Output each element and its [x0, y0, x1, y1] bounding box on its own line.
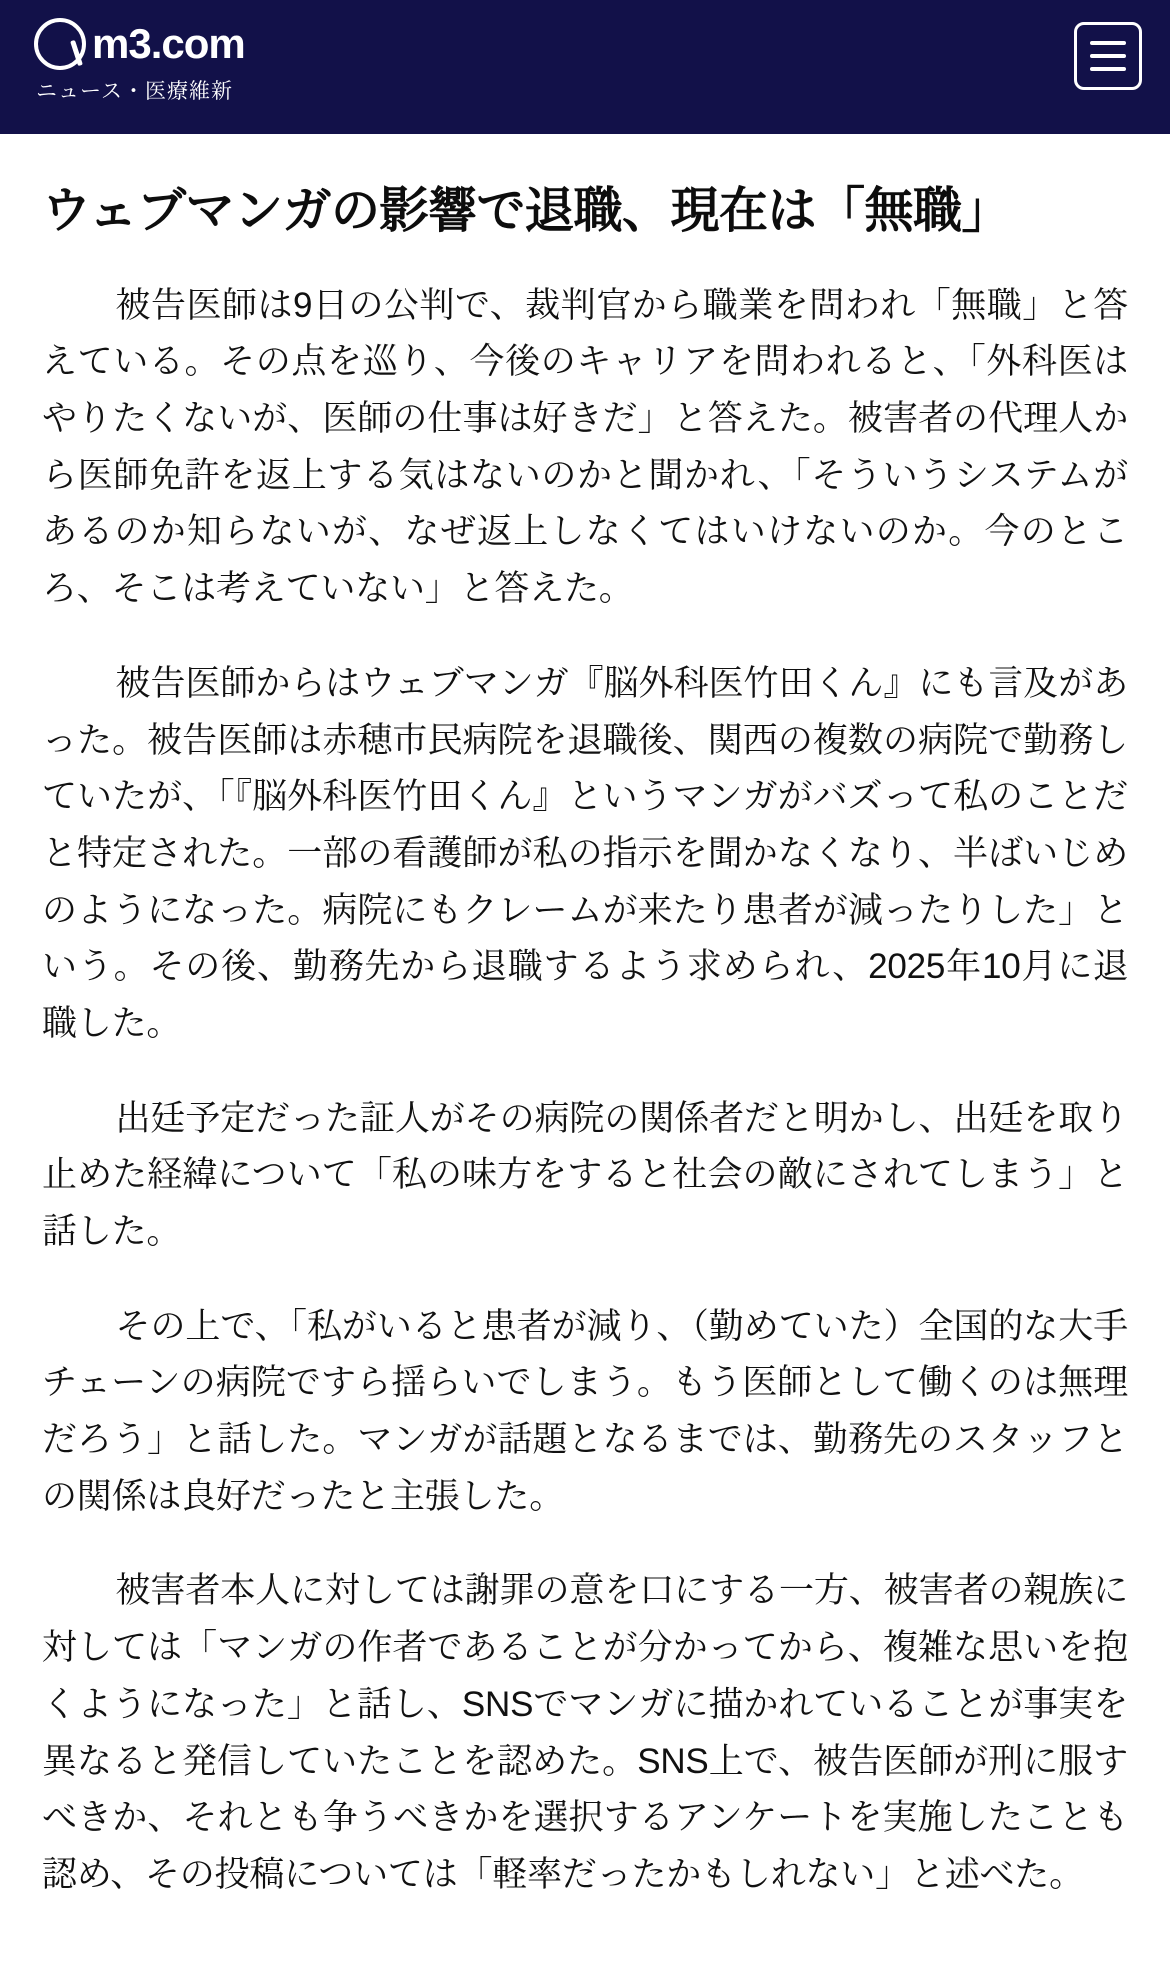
m3-circle-logo-icon	[34, 18, 86, 70]
menu-bar-middle	[1090, 54, 1126, 58]
article-paragraph: 出廷予定だった証人がその病院の関係者だと明かし、出廷を取り止めた経緯について「私の味方をすると社会の敵にされてしまう」と話した。	[42, 1098, 1128, 1251]
article-paragraph: 被告医師は9日の公判で、裁判官から職業を問われ「無職」と答えている。その点を巡り、今後のキャリアを問われると、「外科医はやりたくないが、医師の仕事は好きだ」と答えた。被害者の代理人から医師免許を返上する気はないのかと聞かれ、「そういうシステムがあるのか知らないが、なぜ返上しなくてはいけないのか。今のところ、そこは考えていない」と答えた。	[42, 285, 1128, 609]
page-title: ウェブマンガの影響で退職、現在は「無職」	[42, 184, 1011, 238]
logo-text: m3.com	[92, 20, 245, 67]
article-container	[0, 134, 1170, 1944]
brand-block[interactable]	[34, 18, 245, 103]
site-subtitle: ニュース・医療維新	[36, 80, 233, 103]
menu-bar-bottom	[1090, 67, 1126, 71]
article-paragraph: その上で、「私がいると患者が減り、（勤めていた）全国的な大手チェーンの病院ですら揺らいでしまう。もう医師として働くのは無理だろう」と話した。マンガが話題となるまでは、勤務先のスタッフとの関係は良好だったと主張した。	[42, 1306, 1128, 1516]
site-logo[interactable]	[34, 18, 245, 70]
article-paragraph: 被害者本人に対しては謝罪の意を口にする一方、被害者の親族に対しては「マンガの作者であることが分かってから、複雑な思いを抱くようになった」と話し、SNSでマンガに描かれていることが事実を異なると発信していたことを認めた。SNS上で、被告医師が刑に服すべきか、それとも争うべきかを選択するアンケートを実施したことも認め、その投稿については「軽率だったかもしれない」と述べた。	[42, 1571, 1128, 1894]
site-header	[0, 0, 1170, 134]
hamburger-menu-icon[interactable]	[1074, 22, 1142, 90]
menu-bar-top	[1090, 41, 1126, 45]
article-body	[42, 278, 1128, 1904]
article-paragraph: 被告医師からはウェブマンガ『脳外科医竹田くん』にも言及があった。被告医師は赤穂市民病院を退職後、関西の複数の病院で勤務していたが、「『脳外科医竹田くん』というマンガがバズって私のことだと特定された。一部の看護師が私の指示を聞かなくなり、半ばいじめのようになった。病院にもクレームが来たり患者が減ったりした」という。その後、勤務先から退職するよう求められ、2025年10月に退職した。	[42, 663, 1128, 1043]
